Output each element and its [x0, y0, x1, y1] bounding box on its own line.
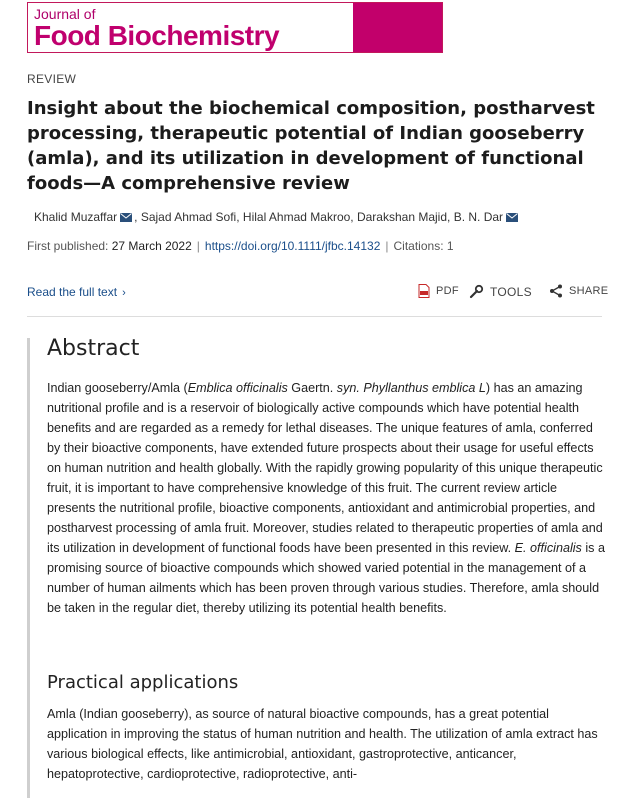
author-list: [34, 210, 520, 224]
author-separator: ,: [134, 210, 141, 224]
abstract-text-part: ) has an amazing nutritional profile and is a reservoir of biologically active compounds which have potential health benefits and are regarded as a remedy for lethal diseases. The unique features of amla, conferred by their bioactive components, have extended future prospects about their usage for useful effects on human nutrition and health globally. With the rapidly growing popularity of this unique therapeutic fruit, it is important to have comprehensive knowledge of this fruit. The current review article presents the nutritional profile, bioactive components, antioxidant and antimicrobial properties, and postharvest processing of amla fruit. Moreover, studies related to therapeutic properties of amla and its utilization in development of functional foods have been presented in this review.: [47, 381, 603, 555]
pdf-icon: [418, 284, 430, 298]
author-link[interactable]: Sajad Ahmad Sofi: [140, 210, 237, 224]
author-link[interactable]: Darakshan Majid: [356, 210, 448, 224]
journal-cover-block: [353, 3, 442, 52]
practical-applications-heading: Practical applications: [47, 672, 239, 693]
author-link[interactable]: Khalid Muzaffar: [34, 210, 118, 224]
article-type: REVIEW: [27, 72, 77, 86]
abstract-heading: Abstract: [47, 336, 140, 361]
journal-of-label: Journal of: [34, 6, 96, 22]
abstract-italic: Emblica officinalis: [187, 381, 288, 395]
tools-button[interactable]: [469, 284, 532, 299]
email-icon[interactable]: [506, 213, 518, 222]
read-full-text-link[interactable]: [27, 285, 126, 299]
share-button[interactable]: [549, 284, 608, 298]
share-icon: [549, 284, 563, 298]
read-full-text-label: Read the full text: [27, 285, 118, 299]
author-link[interactable]: B. N. Dar: [453, 210, 504, 224]
info-separator: |: [196, 239, 200, 253]
practical-applications-text: Amla (Indian gooseberry), as source of natural bioactive compounds, has a great potential application in improving the status of human nutrition and health. The utilization of amla extract has various biological effects, like antimicrobial, antioxidant, gastroprotective, anticancer, hepatoprotective, cardioprotective, radioprotective, anti-: [47, 707, 598, 781]
chevron-right-icon: ›: [122, 287, 126, 299]
section-divider: [27, 316, 602, 317]
pdf-label: PDF: [436, 285, 459, 297]
abstract-text-part: Gaertn.: [287, 381, 337, 395]
wrench-icon: [469, 284, 484, 299]
citations-label: Citations:: [393, 239, 444, 253]
share-label: SHARE: [569, 285, 609, 297]
publication-info: [27, 239, 454, 253]
abstract-text: [47, 378, 605, 618]
doi-link[interactable]: https://doi.org/10.1111/jfbc.14132: [204, 239, 381, 253]
abstract-section: [27, 338, 610, 798]
abstract-italic: syn. Phyllanthus emblica L: [336, 381, 486, 395]
author-separator: ,: [350, 210, 357, 224]
abstract-italic: E. officinalis: [514, 541, 582, 555]
first-published-label: First published:: [27, 239, 109, 253]
author-link[interactable]: Hilal Ahmad Makroo: [242, 210, 351, 224]
abstract-text-part: is a promising source of bioactive compounds which showed varied potential in the management of a number of human ailments which has been proven through various studies. Therefore, amla should be taken in the regular diet, thereby utilizing its potential health benefits.: [47, 541, 605, 615]
author-separator: ,: [236, 210, 243, 224]
citations-count[interactable]: 1: [446, 239, 454, 253]
first-published-date: 27 March 2022: [111, 239, 192, 253]
pdf-button[interactable]: [418, 284, 459, 298]
article-toolbar: [27, 282, 609, 304]
article-title: Insight about the biochemical composition, postharvest processing, therapeutic potential of Indian gooseberry (amla), and its utilization in development of functional foods—A comprehensive review: [27, 98, 595, 194]
email-icon[interactable]: [120, 213, 132, 222]
journal-name: [34, 6, 352, 51]
journal-title: Food Biochemistry: [34, 20, 280, 51]
abstract-text-part: Indian gooseberry/Amla (: [47, 381, 188, 395]
tools-label: TOOLS: [490, 284, 532, 299]
author-separator: ,: [447, 210, 454, 224]
journal-banner[interactable]: [27, 2, 443, 53]
info-separator: |: [385, 239, 389, 253]
